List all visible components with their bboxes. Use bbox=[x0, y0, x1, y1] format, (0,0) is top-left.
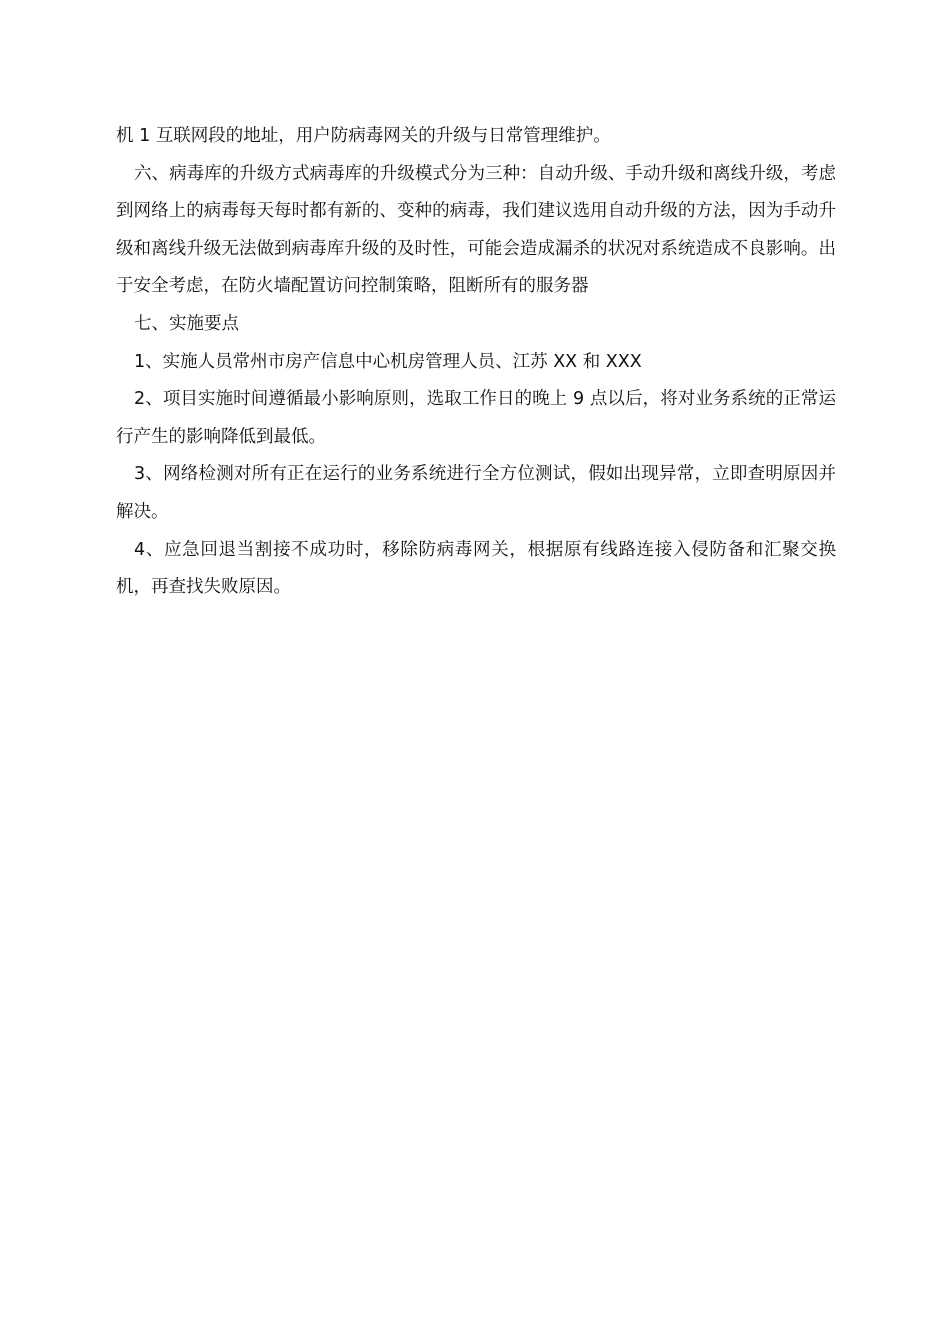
list-item-schedule: 2、项目实施时间遵循最小影响原则，选取工作日的晚上 9 点以后，将对业务系统的正常运行产生的影响降低到最低。 bbox=[116, 389, 836, 447]
list-item-personnel: 1、实施人员常州市房产信息中心机房管理人员、江苏 XX 和 XXX bbox=[134, 351, 642, 372]
paragraph-continuation: 机 1 互联网段的地址，用户防病毒网关的升级与日常管理维护。 bbox=[116, 126, 611, 146]
section-heading-implementation-points: 七、实施要点 bbox=[134, 313, 239, 334]
list-item-network-testing: 3、网络检测对所有正在运行的业务系统进行全方位测试，假如出现异常，立即查明原因并解决。 bbox=[116, 464, 836, 522]
list-item-rollback: 4、应急回退当割接不成功时，移除防病毒网关，根据原有线路连接入侵防备和汇聚交换机，再查找失败原因。 bbox=[116, 539, 836, 598]
paragraph-virus-db-upgrade: 六、病毒库的升级方式病毒库的升级模式分为三种：自动升级、手动升级和离线升级，考虑到网络上的病毒每天每时都有新的、变种的病毒，我们建议选用自动升级的方法，因为手动升级和离线升级无法做到病毒库升级的及时性，可能会造成漏杀的状况对系统造成不良影响。出于安全考虑，在防火墙配置访问控制策略，阻断所有的服务器 bbox=[116, 163, 836, 297]
document-body bbox=[116, 118, 836, 607]
